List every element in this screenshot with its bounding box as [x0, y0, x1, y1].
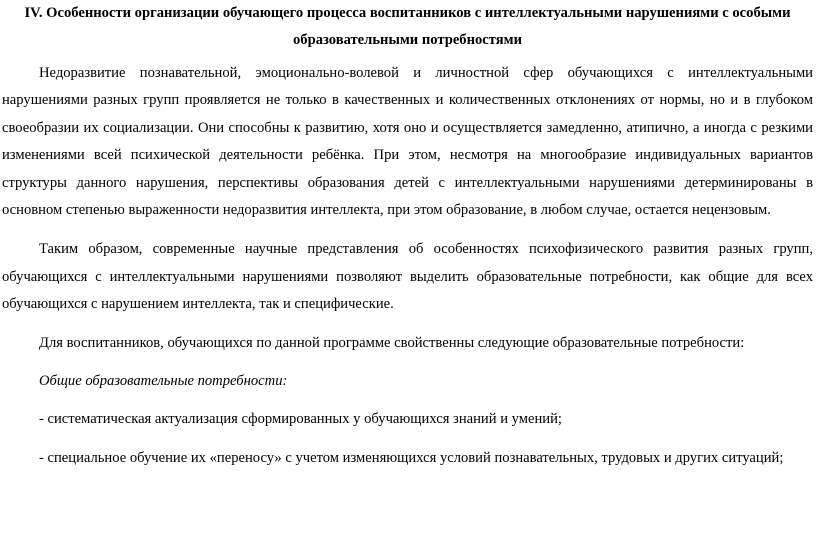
paragraph-general-needs-title: Общие образовательные потребности:	[39, 373, 288, 390]
list-item-actualization: - систематическая актуализация сформированных у обучающихся знаний и умений;	[39, 411, 562, 428]
paragraph-conclusion: Таким образом, современные научные представления об особенностях психофизического развития разных групп, обучающихся с интеллектуальными нарушениями позволяют выделить образовательные потребности, как общие для всех обучающихся с нарушением интеллекта, так и специфические.	[2, 241, 813, 313]
paragraph-needs-intro: Для воспитанников, обучающихся по данной программе свойственны следующие образовательные потребности:	[39, 334, 745, 351]
section-heading: IV. Особенности организации обучающего процесса воспитанников с интеллектуальными нарушениями с особыми образовательными потребностями	[24, 5, 791, 48]
paragraph-development: Недоразвитие познавательной, эмоционально-волевой и личностной сфер обучающихся с интеллектуальными нарушениями разных групп проявляется не только в качественных и количественных отклонениях от нормы, но и в глубоком своеобразии их социализации. Они способны к развитию, хотя оно и осуществляется замедленно, атипично, а иногда с резкими изменениями всей психической деятельности ребёнка. При этом, несмотря на многообразие индивидуальных вариантов структуры данного нарушения, перспективы образования детей с интеллектуальными нарушениями детерминированы в основном степенью выраженности недоразвития интеллекта, при этом образование, в любом случае, остается нецензовым.	[2, 65, 813, 219]
list-item-transfer-training: - специальное обучение их «переносу» с учетом изменяющихся условий познавательных, трудовых и других ситуаций;	[39, 449, 784, 466]
